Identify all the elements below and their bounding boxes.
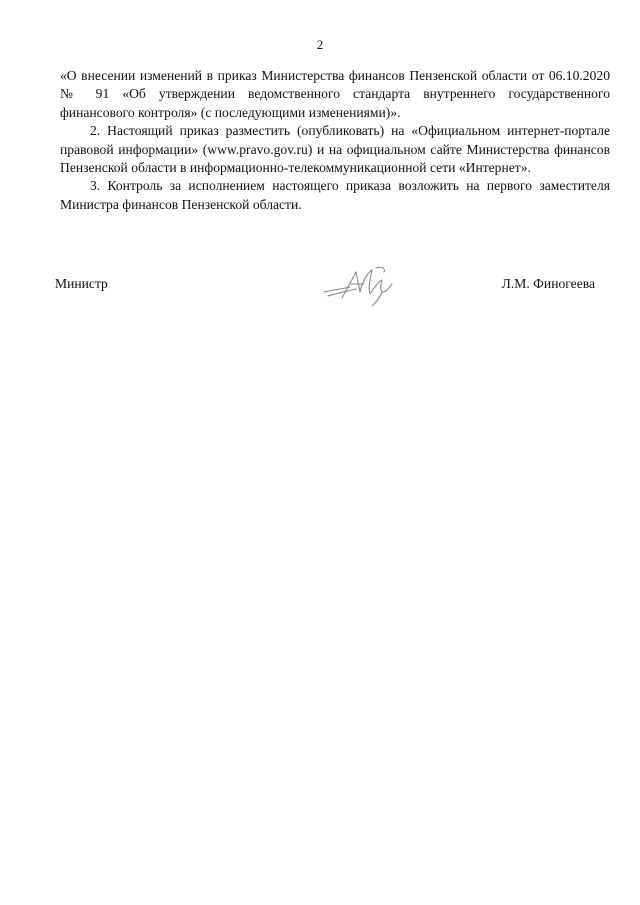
signer-title: Министр	[55, 276, 108, 291]
document-body	[60, 67, 610, 214]
signature-block	[55, 272, 595, 312]
page-number: 2	[316, 37, 324, 52]
paragraph-item-2-publication: 2. Настоящий приказ разместить (опубликовать) на «Официальном интернет-портале правовой информации» (www.pravo.gov.ru) и на официальном сайте Министерства финансов Пензенской области в информационно-телекоммуникационной сети «Интернет».	[60, 123, 610, 176]
paragraph-item-3-control: 3. Контроль за исполнением настоящего приказа возложить на первого заместителя Министра финансов Пензенской области.	[60, 178, 610, 212]
handwritten-signature	[320, 262, 400, 310]
paragraph-order-title-continuation: «О внесении изменений в приказ Министерства финансов Пензенской области от 06.10.2020 № 91 «Об утверждении ведомственного стандарта внутреннего государственного финансового контроля» (с последующими изменениями)».	[60, 68, 610, 120]
signer-name: Л.М. Финогеева	[501, 276, 595, 291]
